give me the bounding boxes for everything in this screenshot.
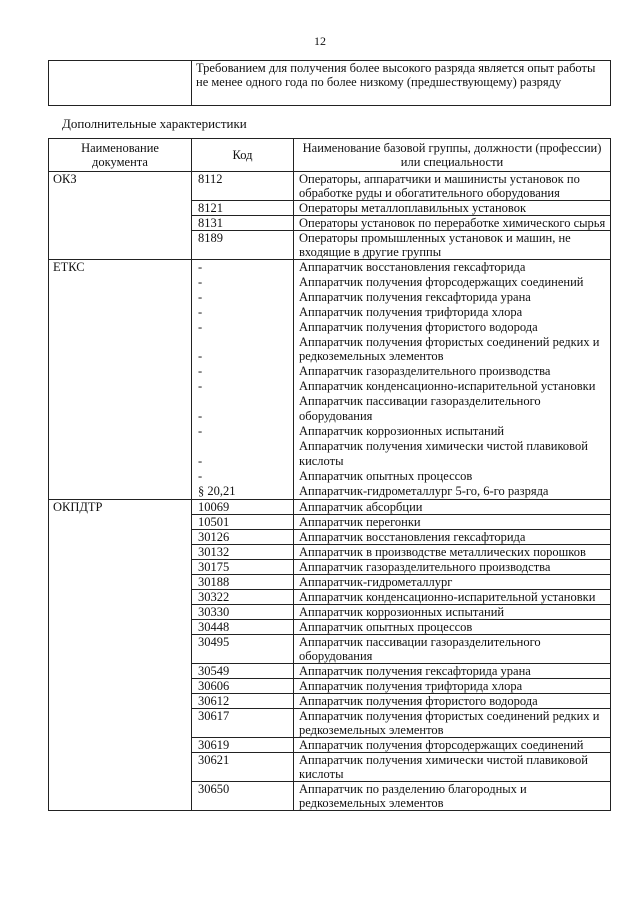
code-cell: 30322	[192, 589, 294, 604]
list-item-code: § 20,21	[198, 483, 236, 498]
characteristics-table	[48, 138, 611, 811]
code-cell: 30549	[192, 663, 294, 678]
okpdtr-section	[49, 499, 611, 810]
etks-codes	[192, 260, 294, 500]
name-cell: Операторы установок по переработке химического сырья	[294, 216, 611, 231]
header-doc: Наименование документа	[49, 139, 192, 172]
name-cell: Аппаратчик получения химически чистой плавиковой кислоты	[294, 752, 611, 781]
list-item: Аппаратчик опытных процессов	[299, 468, 473, 483]
list-item-code: -	[198, 409, 203, 424]
list-item: Аппаратчик газоразделительного производства	[299, 364, 551, 379]
table-row	[49, 172, 611, 201]
name-cell: Аппаратчик в производстве металлических порошков	[294, 544, 611, 559]
list-item: Аппаратчик пассивации газоразделительного оборудования	[299, 394, 541, 424]
name-cell: Аппаратчик получения фторсодержащих соединений	[294, 737, 611, 752]
name-cell: Аппаратчик пассивации газоразделительного оборудования	[294, 634, 611, 663]
okz-section	[49, 172, 611, 260]
name-cell: Аппаратчик получения фтористого водорода	[294, 693, 611, 708]
list-item-code: -	[198, 260, 203, 274]
code-cell: 8121	[192, 201, 294, 216]
code-cell: 30612	[192, 693, 294, 708]
name-cell: Аппаратчик получения фтористых соединений редких и редкоземельных элементов	[294, 708, 611, 737]
name-cell: Аппаратчик получения гексафторида урана	[294, 663, 611, 678]
list-item-code: -	[198, 423, 203, 438]
code-cell: 30448	[192, 619, 294, 634]
code-cell: 10069	[192, 499, 294, 514]
list-item: Аппаратчик конденсационно-испарительной установки	[299, 379, 596, 394]
code-cell: 30132	[192, 544, 294, 559]
doc-name: ОКПДТР	[49, 499, 192, 810]
etks-names	[294, 260, 611, 500]
list-item-code: -	[198, 453, 203, 468]
list-item-code: -	[198, 468, 203, 483]
etks-section	[49, 260, 611, 500]
code-cell: 30617	[192, 708, 294, 737]
code-cell: 30126	[192, 529, 294, 544]
table-row	[49, 499, 611, 514]
name-cell: Аппаратчик коррозионных испытаний	[294, 604, 611, 619]
code-cell: 30330	[192, 604, 294, 619]
list-item: Аппаратчик получения трифторида хлора	[299, 304, 523, 319]
name-cell: Операторы металлоплавильных установок	[294, 201, 611, 216]
list-item-code: -	[198, 274, 203, 289]
name-cell: Аппаратчик опытных процессов	[294, 619, 611, 634]
name-cell: Аппаратчик по разделению благородных и редкоземельных элементов	[294, 781, 611, 810]
code-cell: 30175	[192, 559, 294, 574]
code-cell: 10501	[192, 514, 294, 529]
header-code: Код	[192, 139, 294, 172]
table-row	[49, 260, 611, 500]
doc-name: ОКЗ	[49, 172, 192, 260]
code-cell: 30619	[192, 737, 294, 752]
list-item: Аппаратчик восстановления гексафторида	[299, 260, 526, 274]
code-cell: 8112	[192, 172, 294, 201]
list-item-code: -	[198, 319, 203, 334]
code-cell: 30650	[192, 781, 294, 810]
code-cell: 30606	[192, 678, 294, 693]
table-row	[49, 61, 611, 106]
list-item-code: -	[198, 304, 203, 319]
code-cell: 8189	[192, 231, 294, 260]
list-item-code: -	[198, 349, 203, 364]
name-cell: Операторы промышленных установок и машин, не входящие в другие группы	[294, 231, 611, 260]
list-item: Аппаратчик получения фтористого водорода	[299, 319, 538, 334]
requirements-table	[48, 60, 611, 106]
doc-name: ЕТКС	[49, 260, 192, 500]
name-cell: Аппаратчик газоразделительного производства	[294, 559, 611, 574]
section-title: Дополнительные характеристики	[62, 116, 247, 131]
name-cell: Аппаратчик восстановления гексафторида	[294, 529, 611, 544]
list-item-code: -	[198, 289, 203, 304]
list-item: Аппаратчик получения гексафторида урана	[299, 289, 531, 304]
list-item-code: -	[198, 364, 203, 379]
list-item: Аппаратчик коррозионных испытаний	[299, 423, 505, 438]
code-cell: 30188	[192, 574, 294, 589]
page-number: 12	[314, 34, 326, 48]
empty-cell	[49, 61, 192, 106]
code-cell: 30495	[192, 634, 294, 663]
code-cell: 8131	[192, 216, 294, 231]
list-item: Аппаратчик получения химически чистой плавиковой кислоты	[299, 438, 588, 468]
header-name: Наименование базовой группы, должности (профессии) или специальности	[294, 139, 611, 172]
code-cell: 30621	[192, 752, 294, 781]
name-cell: Аппаратчик-гидрометаллург	[294, 574, 611, 589]
name-cell: Аппаратчик конденсационно-испарительной установки	[294, 589, 611, 604]
list-item-code: -	[198, 379, 203, 394]
name-cell: Аппаратчик перегонки	[294, 514, 611, 529]
list-item: Аппаратчик получения фтористых соединений редких и редкоземельных элементов	[299, 334, 600, 364]
requirement-text: Требованием для получения более высокого разряда является опыт работы не менее одного года по более низкому (предшествующему) разряду	[192, 61, 611, 106]
name-cell: Операторы, аппаратчики и машинисты установок по обработке руды и обогатительного оборудования	[294, 172, 611, 201]
list-item: Аппаратчик-гидрометаллург 5-го, 6-го разряда	[299, 483, 549, 498]
name-cell: Аппаратчик получения трифторида хлора	[294, 678, 611, 693]
name-cell: Аппаратчик абсорбции	[294, 499, 611, 514]
list-item: Аппаратчик получения фторсодержащих соединений	[299, 274, 584, 289]
header-row	[49, 139, 611, 172]
